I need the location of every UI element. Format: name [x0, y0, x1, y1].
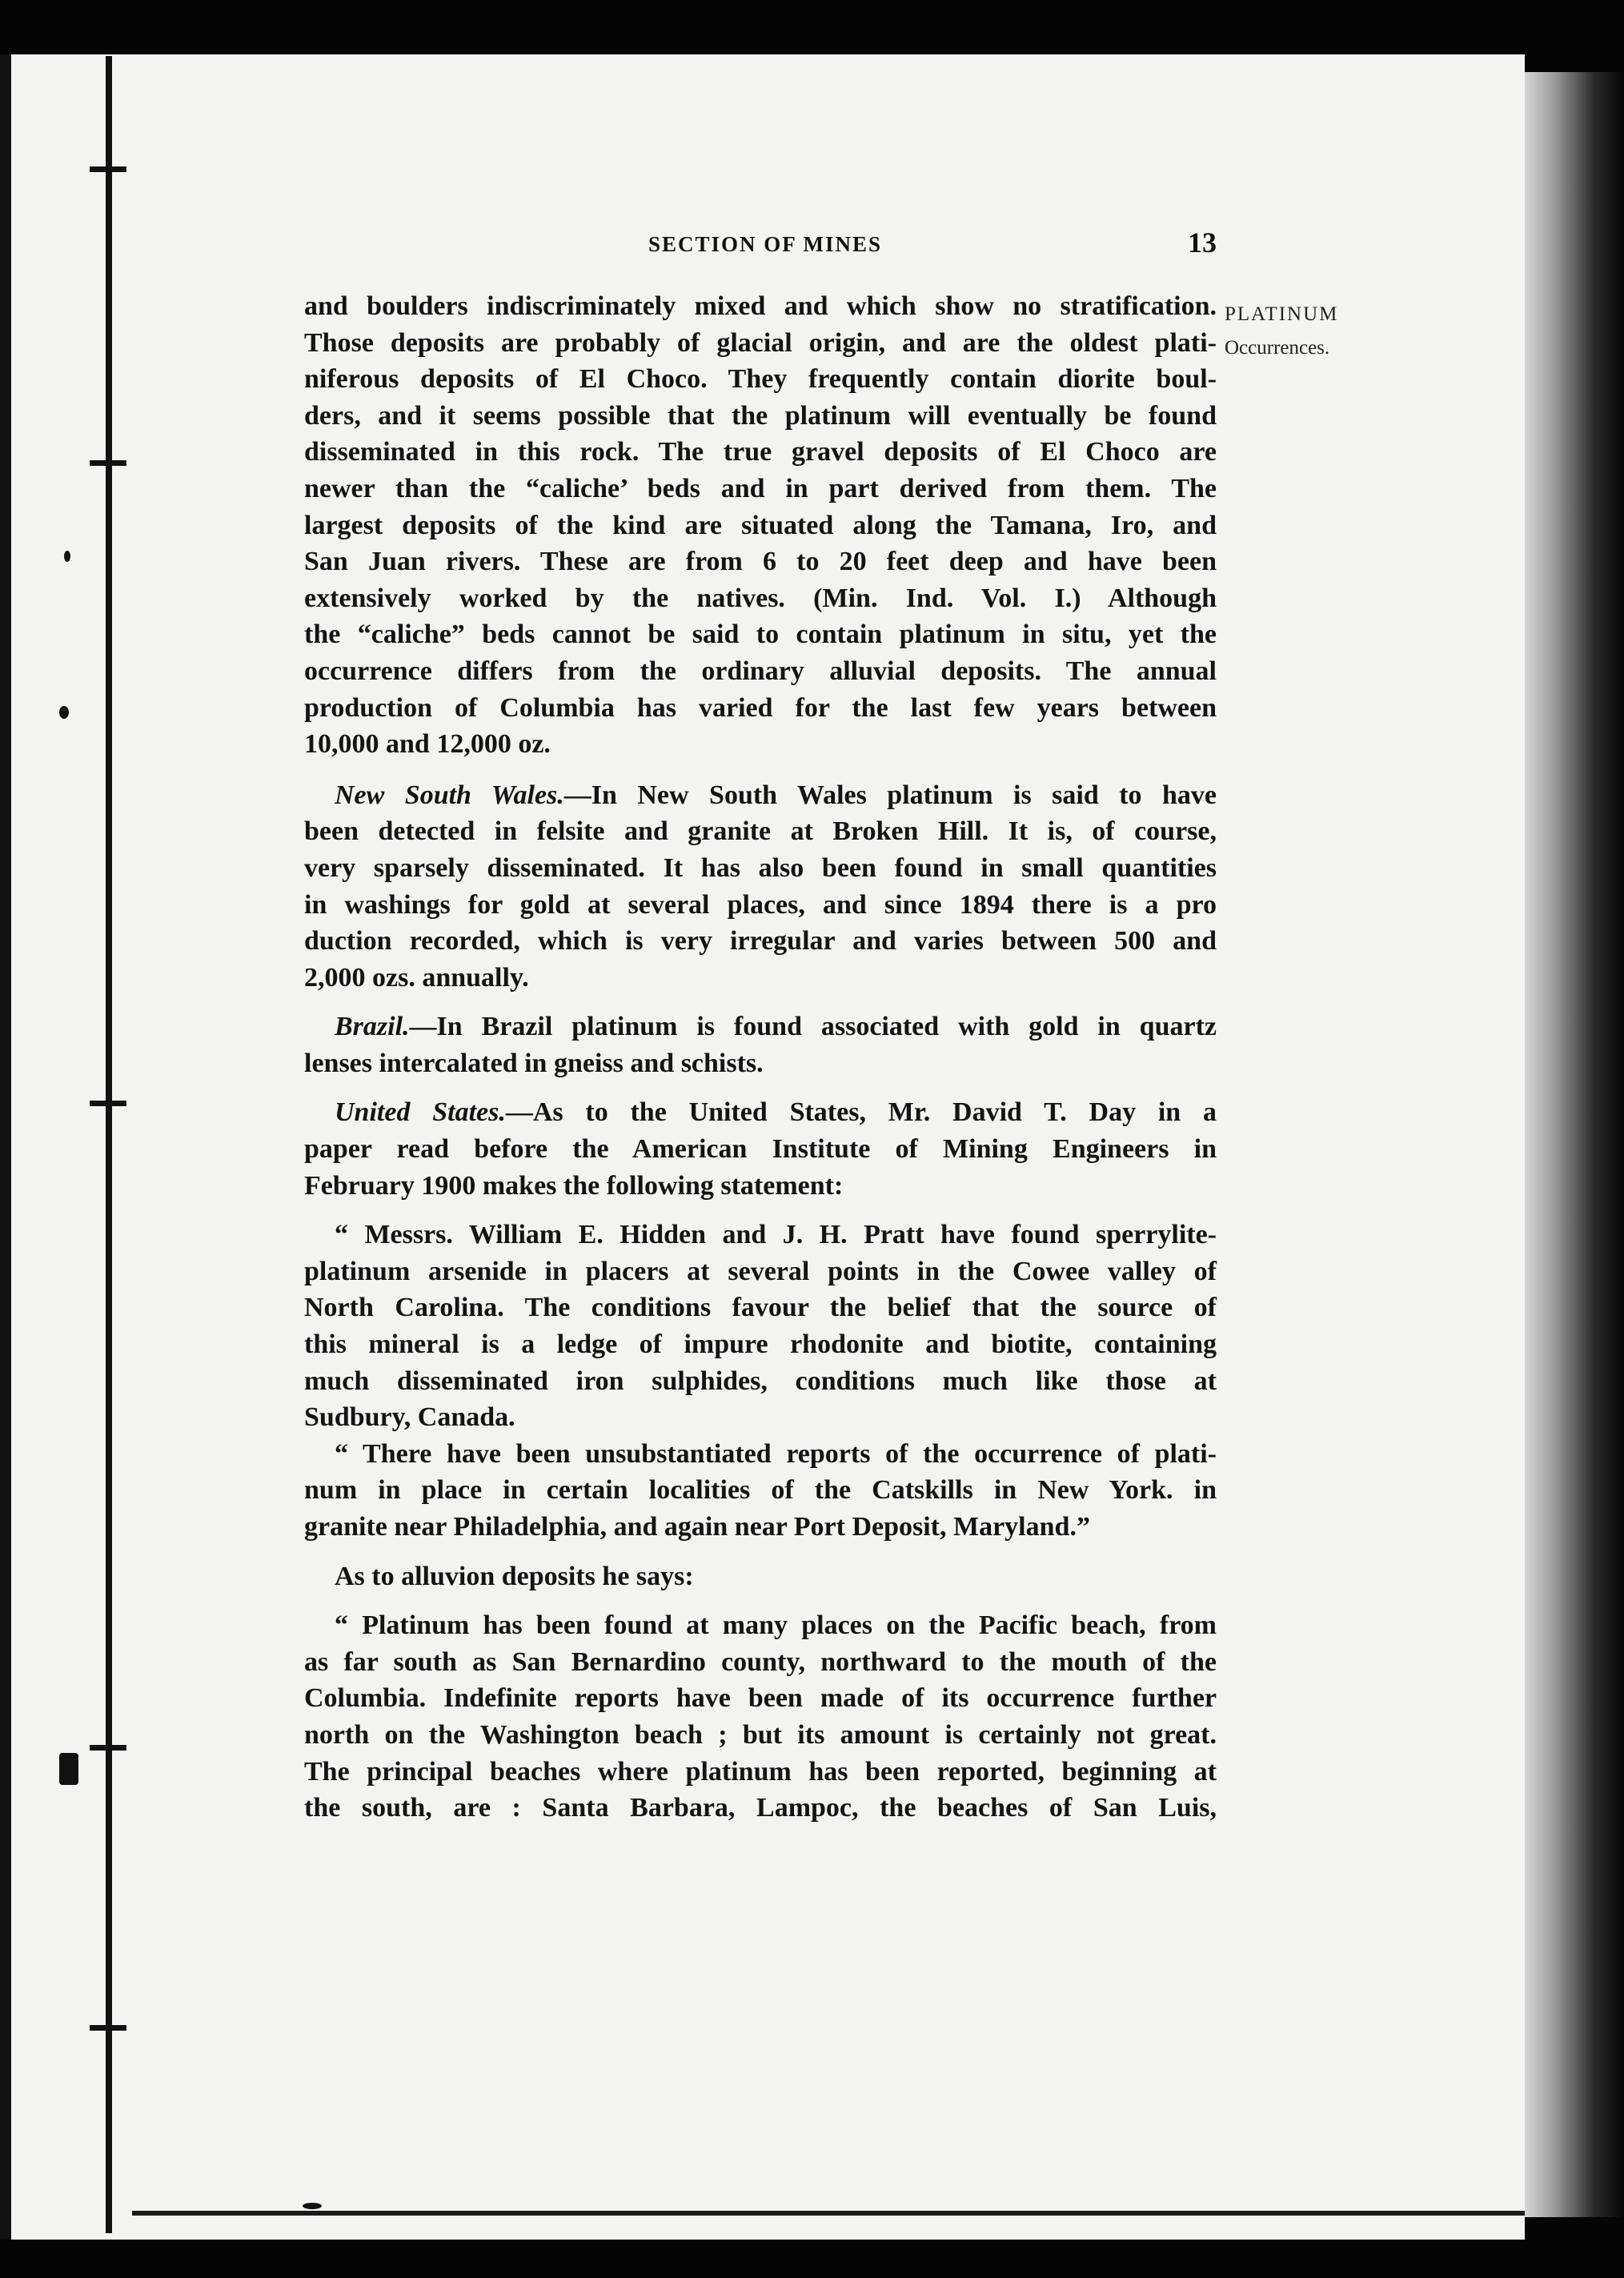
- text-line: production of Columbia has varied for the last few years between: [304, 692, 1217, 723]
- book-spine-edge: [0, 54, 11, 2240]
- text-line: lenses intercalated in gneiss and schists.: [304, 1048, 764, 1078]
- paragraph-united-states: [304, 1094, 1217, 1204]
- text-line: As to alluvion deposits he says:: [335, 1561, 694, 1591]
- paragraph-el-choco: [304, 288, 1217, 763]
- binding-tick: [90, 1745, 126, 1751]
- paragraph-alluvion-intro: [304, 1558, 1217, 1595]
- text-line: as far south as San Bernardino county, northward to the mouth of the: [304, 1646, 1217, 1677]
- text-line: in washings for gold at several places, and since 1894 there is a pro: [304, 889, 1217, 920]
- text-line: [304, 777, 1217, 814]
- scan-speck: [59, 706, 69, 719]
- quote-pacific-beach: [304, 1607, 1217, 1827]
- text-line: “ Messrs. William E. Hidden and J. H. Pratt have found sperrylite-: [335, 1220, 1217, 1250]
- scan-speck: [59, 1753, 78, 1785]
- text-line: num in place in certain localities of the Catskills in New York. in: [304, 1475, 1217, 1506]
- margin-note-line: Occurrences.: [1225, 337, 1330, 359]
- text-line: duction recorded, which is very irregular and varies between 500 and: [304, 926, 1217, 957]
- text-line: paper read before the American Institute of Mining Engineers in: [304, 1134, 1217, 1165]
- text-line: [304, 1009, 1217, 1045]
- binding-tick: [90, 1101, 126, 1106]
- text-line: north on the Washington beach ; but its amount is certainly not great.: [304, 1719, 1217, 1750]
- margin-note: [1225, 298, 1377, 365]
- text-line: the “caliche” beds cannot be said to contain platinum in situ, yet the: [304, 620, 1217, 650]
- running-head: SECTION OF MINES: [648, 232, 883, 256]
- text-line: Columbia. Indefinite reports have been made of its occurrence further: [304, 1683, 1217, 1714]
- margin-note-line: PLATINUM: [1225, 303, 1339, 325]
- text-span: —As to the United States, Mr. David T. Day in a: [505, 1097, 1217, 1128]
- text-line: largest deposits of the kind are situated along the Tamana, Iro, and: [304, 510, 1217, 540]
- text-line: disseminated in this rock. The true gravel deposits of El Choco are: [304, 437, 1217, 467]
- paragraph-new-south-wales: [304, 777, 1217, 997]
- section-heading: Brazil.: [335, 1012, 410, 1042]
- paragraph-brazil: [304, 1009, 1217, 1081]
- page-header: [304, 227, 1217, 264]
- text-line: Sudbury, Canada.: [304, 1402, 515, 1433]
- text-line: niferous deposits of El Choco. They frequently contain diorite boul-: [304, 364, 1217, 395]
- text-line: very sparsely disseminated. It has also been found in small quantities: [304, 852, 1217, 883]
- text-line: the south, are : Santa Barbara, Lampoc, the beaches of San Luis,: [304, 1793, 1217, 1823]
- text-span: —In New South Wales platinum is said to have: [563, 780, 1217, 810]
- text-line: platinum arsenide in placers at several points in the Cowee valley of: [304, 1256, 1217, 1286]
- text-line: 10,000 and 12,000 oz.: [304, 729, 551, 760]
- text-line: extensively worked by the natives. (Min. Ind. Vol. I.) Although: [304, 583, 1217, 613]
- binding-tick: [90, 2025, 126, 2031]
- page-edge-shadow: [1525, 72, 1624, 2217]
- text-line: ders, and it seems possible that the platinum will eventually be found: [304, 400, 1217, 431]
- binding-tick: [90, 166, 126, 172]
- page-number: 13: [1188, 227, 1217, 259]
- text-line: this mineral is a ledge of impure rhodonite and biotite, containing: [304, 1330, 1217, 1360]
- scan-speck: [303, 2203, 322, 2209]
- quote-hidden-pratt: [304, 1217, 1217, 1436]
- quote-unsubstantiated-reports: [304, 1436, 1217, 1546]
- text-line: much disseminated iron sulphides, conditions much like those at: [304, 1366, 1217, 1396]
- text-line: and boulders indiscriminately mixed and which show no stratification.: [304, 291, 1217, 321]
- text-line: The principal beaches where platinum has been reported, beginning at: [304, 1756, 1217, 1787]
- text-span: —In Brazil platinum is found associated with gold in quartz: [409, 1012, 1217, 1042]
- text-line: [304, 1094, 1217, 1131]
- scan-speck: [64, 551, 70, 562]
- text-line: “ Platinum has been found at many places on the Pacific beach, from: [335, 1610, 1217, 1641]
- text-line: February 1900 makes the following statement:: [304, 1170, 844, 1201]
- binding-line: [106, 56, 112, 2233]
- binding-tick: [90, 460, 126, 466]
- text-line: Those deposits are probably of glacial origin, and are the oldest plati-: [304, 327, 1217, 358]
- text-line: occurrence differs from the ordinary alluvial deposits. The annual: [304, 656, 1217, 686]
- text-line: granite near Philadelphia, and again near Port Deposit, Maryland.”: [304, 1512, 1090, 1542]
- text-line: newer than the “caliche’ beds and in part derived from them. The: [304, 473, 1217, 503]
- text-line: 2,000 ozs. annually.: [304, 962, 529, 993]
- text-line: North Carolina. The conditions favour the belief that the source of: [304, 1293, 1217, 1323]
- text-line: San Juan rivers. These are from 6 to 20 feet deep and have been: [304, 547, 1217, 577]
- text-line: been detected in felsite and granite at Broken Hill. It is, of course,: [304, 816, 1217, 847]
- section-heading: New South Wales.: [335, 780, 564, 810]
- bottom-page-edge: [132, 2211, 1525, 2216]
- section-heading: United States.: [335, 1097, 506, 1128]
- text-line: “ There have been unsubstantiated reports of the occurrence of plati-: [335, 1438, 1217, 1469]
- body-text: [304, 288, 1217, 1827]
